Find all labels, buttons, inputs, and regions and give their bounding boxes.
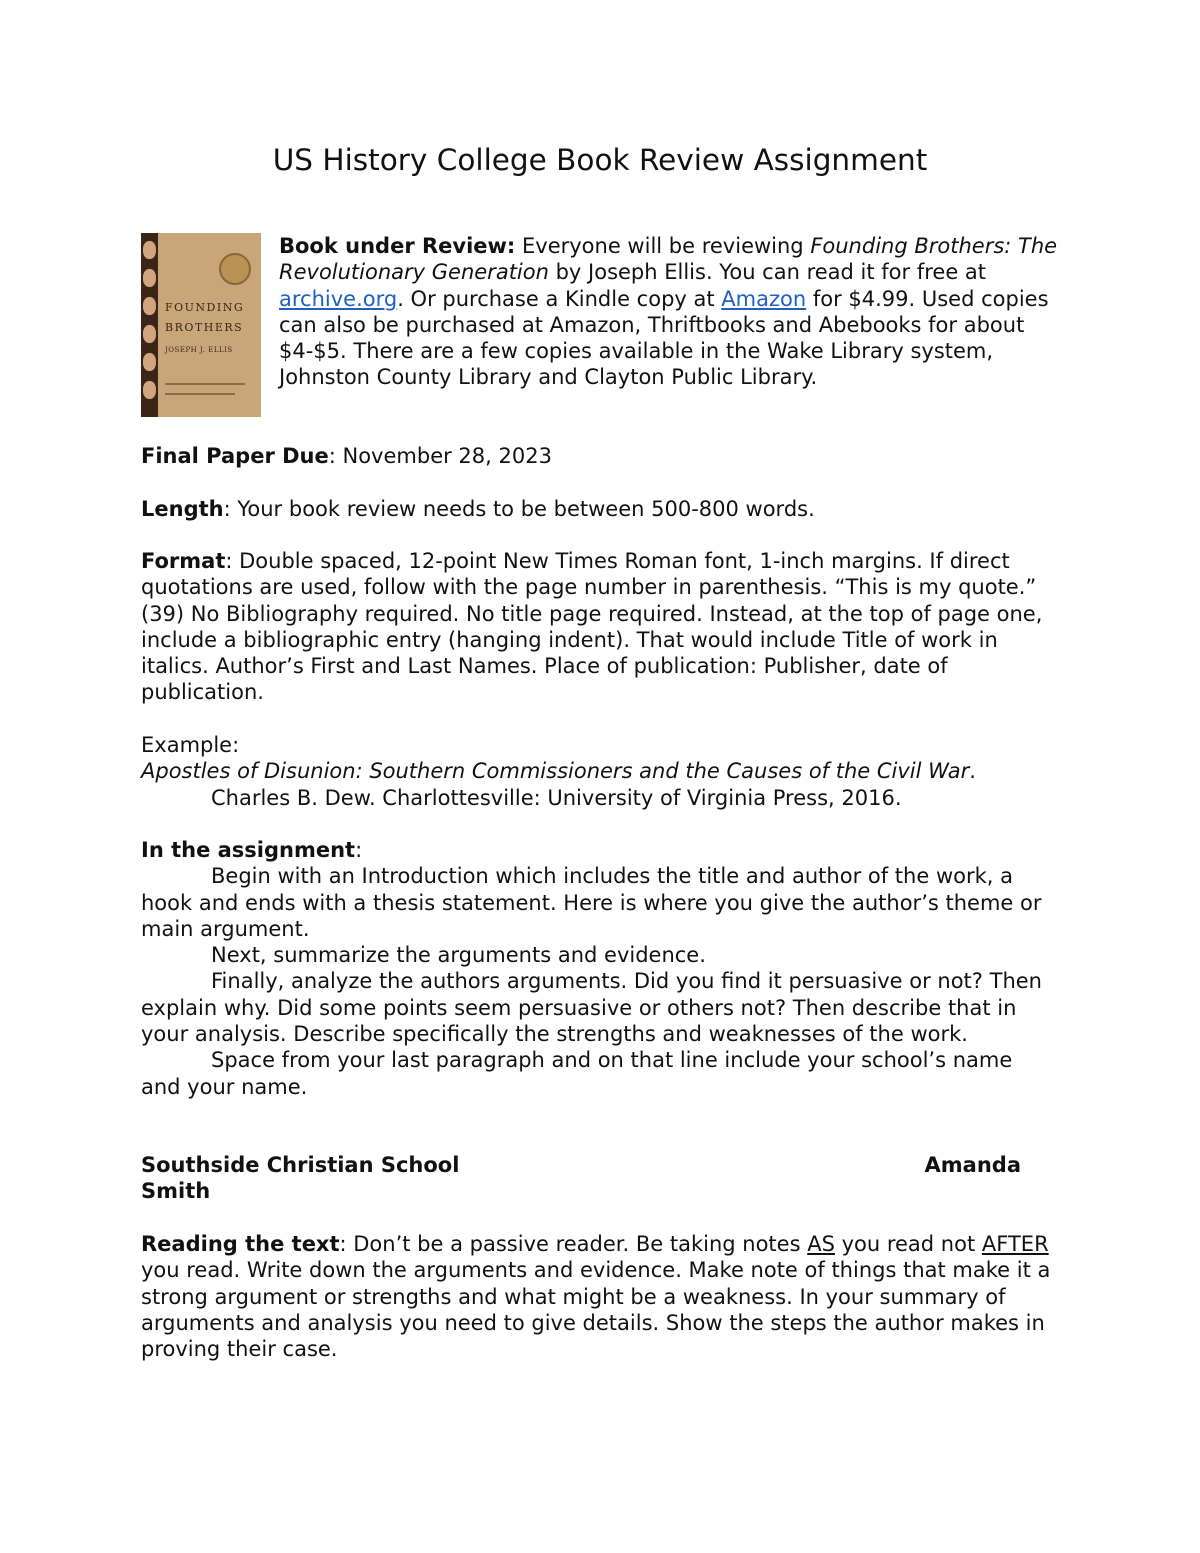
book-title: Founding Brothers: The Revolutionary Generation <box>279 234 1058 285</box>
cover-divider <box>165 383 245 385</box>
reading-label: Reading the text <box>141 1232 340 1256</box>
assignment-step-intro: Begin with an Introduction which includes the title and author of the work, a hook and ends with a thesis statement. Here is where you give the author’s theme or main argument. <box>141 864 1042 941</box>
book-label: Book under Review: <box>279 234 516 258</box>
example-citation-author: Charles B. Dew. Charlottesville: University of Virginia Press, 2016. <box>211 785 902 810</box>
example-label: Example: <box>141 733 240 757</box>
cover-author: JOSEPH J. ELLIS <box>165 346 233 354</box>
cover-title-line1: FOUNDING <box>165 301 245 314</box>
book-cover-image <box>141 233 261 417</box>
school-name: Southside Christian School <box>141 1153 460 1177</box>
cover-title-line2: BROTHERS <box>165 321 244 334</box>
portrait-icon <box>143 353 156 371</box>
student-last-name: Smith <box>141 1179 211 1204</box>
format-label: Format <box>141 549 226 573</box>
length-paragraph: Length: Your book review needs to be between 500-800 words. <box>141 497 815 521</box>
archive-link[interactable]: archive.org <box>279 286 398 311</box>
assignment-step-summary: Next, summarize the arguments and evidence. <box>211 943 706 968</box>
assignment-block <box>141 837 1053 1100</box>
award-seal-icon <box>219 253 251 285</box>
cover-divider <box>165 393 235 395</box>
book-under-review-paragraph: Book under Review: Everyone will be reviewing Founding Brothers: The Revolutionary Generation by Joseph Ellis. You can read it for free at archive.org. Or purchase a Kindle copy at Amazon for $4.99. Used copies can also be purchased at Amazon, Thriftbooks and Abebooks for about $4-$5. There are a few copies available in the Wake Library system, Johnston County Library and Clayton Public Library. <box>279 234 1058 390</box>
due-date-paragraph: Final Paper Due: November 28, 2023 <box>141 444 552 468</box>
portrait-icon <box>143 241 156 259</box>
amazon-link[interactable]: Amazon <box>721 286 807 311</box>
portrait-icon <box>143 297 156 315</box>
signature-line <box>141 1152 1053 1205</box>
page-title: US History College Book Review Assignment <box>272 143 928 177</box>
student-first-name: Amanda <box>924 1153 1021 1177</box>
format-paragraph: Format: Double spaced, 12-point New Times Roman font, 1-inch margins. If direct quotations are used, follow with the page number in parenthesis. “This is my quote.” (39) No Bibliography required. No title page required. Instead, at the top of page one, include a bibliographic entry (hanging indent). That would include Title of work in italics. Author’s First and Last Names. Place of publication: Publisher, date of publication. <box>141 549 1043 705</box>
assignment-heading: In the assignment: <box>141 838 363 862</box>
portrait-icon <box>143 269 156 287</box>
example-block <box>141 732 1053 811</box>
portrait-icon <box>143 381 156 399</box>
example-citation-title: Apostles of Disunion: Southern Commissioners and the Causes of the Civil War. <box>141 759 976 784</box>
length-label: Length <box>141 497 224 521</box>
due-label: Final Paper Due <box>141 444 329 468</box>
assignment-step-closing: Space from your last paragraph and on that line include your school’s name and your name. <box>141 1048 1013 1099</box>
reading-paragraph: Reading the text: Don’t be a passive reader. Be taking notes AS you read not AFTER you read. Write down the arguments and evidence. Make note of things that make it a strong argument or strengths and what might be a weakness. In your summary of arguments and analysis you need to give details. Show the steps the author makes in proving their case. <box>141 1232 1051 1362</box>
assignment-step-analysis: Finally, analyze the authors arguments. Did you find it persuasive or not? Then explain why. Did some points seem persuasive or others not? Then describe that in your analysis. Describe specifically the strengths and weaknesses of the work. <box>141 969 1042 1047</box>
portrait-icon <box>143 325 156 343</box>
